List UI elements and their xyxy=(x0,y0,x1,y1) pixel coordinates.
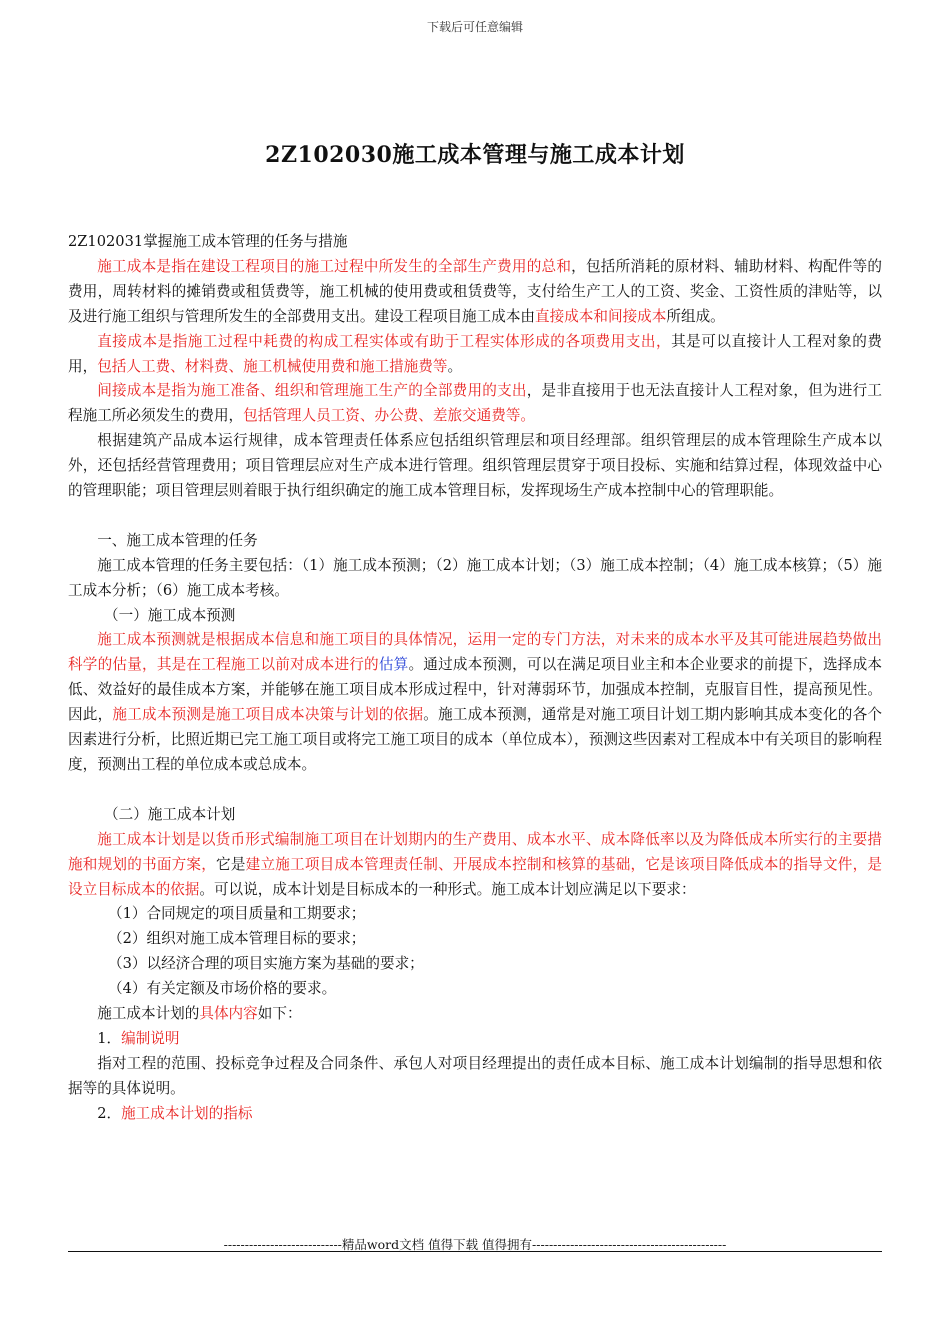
body-text: 所组成。 xyxy=(666,307,725,325)
highlight-text: 包括管理人员工资、办公费、差旅交通费等。 xyxy=(243,407,536,425)
spacer xyxy=(68,504,882,529)
header-note: 下载后可任意编辑 xyxy=(426,20,523,34)
body-text: ，包括所消耗的原材料、辅助材料、构配件等的费用，周转材料的摊销费或租赁费等，施工机械的使用费或租赁费等，支付给生产工人的工资、奖金、工资性质的津贴等，以及进行施工组织与管理所发生的全部费用支出。建设工程项目施工成本由 xyxy=(68,257,882,325)
paragraph-tasks: 施工成本管理的任务主要包括：（1）施工成本预测；（2）施工成本计划；（3）施工成本控制；（4）施工成本核算；（5）施工成本分析；（6）施工成本考核。 xyxy=(68,556,882,599)
page-title: 2Z102030施工成本管理与施工成本计划 xyxy=(265,142,685,168)
highlight-text: 编制说明 xyxy=(121,1029,180,1047)
paragraph-content-intro xyxy=(68,1002,882,1027)
highlight-text: 具体内容 xyxy=(199,1005,258,1023)
body-text: 。施工成本预测，通常是对施工项目计划工期内影响其成本变化的各个因素进行分析，比照近期已完工施工项目或将完工施工项目的成本（单位成本），预测这些因素对工程成本中有关项目的影响程度，预测出工程的单位成本或总成本。 xyxy=(68,706,882,774)
highlight-text: 直接成本和间接成本 xyxy=(535,307,667,325)
paragraph-construction-cost xyxy=(68,255,882,330)
requirement-item: （4）有关定额及市场价格的要求。 xyxy=(108,980,337,998)
footer-text: ----------------------------精品word文档 值得下载 值得拥有---------------------------------------------- xyxy=(223,1237,727,1252)
requirement-item: （3）以经济合理的项目实施方案为基础的要求； xyxy=(108,955,424,973)
paragraph-cost-plan xyxy=(68,828,882,903)
numbered-heading xyxy=(68,1027,882,1052)
body-text: 。 xyxy=(447,357,463,375)
paragraph-cost-forecast xyxy=(68,628,882,777)
highlight-text: 施工成本预测是施工项目成本决策与计划的依据 xyxy=(112,706,424,724)
blue-text: 估算 xyxy=(378,656,409,674)
document-body xyxy=(68,230,882,1127)
item-number: 1． xyxy=(97,1029,122,1047)
footer-divider xyxy=(68,1251,882,1252)
subsection-heading: （二）施工成本计划 xyxy=(104,805,236,823)
body-text: 。可以说，成本计划是目标成本的一种形式。施工成本计划应满足以下要求： xyxy=(199,880,696,898)
paragraph-direct-cost xyxy=(68,330,882,380)
paragraph-indirect-cost xyxy=(68,379,882,429)
highlight-text: 施工成本是指在建设工程项目的施工过程中所发生的全部生产费用的总和 xyxy=(97,257,572,275)
highlight-text: 施工成本预测就是根据成本信息和施工项目的具体情况，运用一定的专门方法，对未来的成本水平及其可能进展趋势做出科学的估量，其是在工程施工以前对成本进行的 xyxy=(68,631,882,674)
highlight-text: 施工成本计划是以货币形式编制施工项目在计划期内的生产费用、成本水平、成本降低率以及为降低成本所实行的主要措施和规划的书面方案， xyxy=(68,830,882,873)
body-text: 。通过成本预测，可以在满足项目业主和本企业要求的前提下，选择成本低、效益好的最佳成本方案，并能够在施工项目成本形成过程中，针对薄弱环节，加强成本控制，克服盲目性，提高预见性。因此， xyxy=(68,656,882,724)
highlight-text: 建立施工项目成本管理责任制、开展成本控制和核算的基础，它是该项目降低成本的指导文件，是设立目标成本的依据 xyxy=(68,855,882,898)
item-number: 2． xyxy=(97,1104,122,1122)
body-text: ，是非直接用于也无法直接计人工程对象，但为进行工程施工所必须发生的费用， xyxy=(68,382,882,425)
highlight-text: 直接成本是指施工过程中耗费的构成工程实体或有助于工程实体形成的各项费用支出， xyxy=(97,332,672,350)
highlight-text: 施工成本计划的指标 xyxy=(121,1104,253,1122)
highlight-text: 间接成本是指为施工准备、组织和管理施工生产的全部费用的支出 xyxy=(97,382,527,400)
paragraph-management-system: 根据建筑产品成本运行规律，成本管理责任体系应包括组织管理层和项目经理部。组织管理层的成本管理除生产成本以外，还包括经营管理费用；项目管理层应对生产成本进行管理。组织管理层贯穿于项目投标、实施和结算过程，体现效益中心的管理职能；项目管理层则着眼于执行组织确定的施工成本管理目标，发挥现场生产成本控制中心的管理职能。 xyxy=(68,432,882,500)
numbered-heading xyxy=(68,1102,882,1127)
requirement-item: （1）合同规定的项目质量和工期要求； xyxy=(108,905,366,923)
paragraph-explanation: 指对工程的范围、投标竞争过程及合同条件、承包人对项目经理提出的责任成本目标、施工成本计划编制的指导思想和依据等的具体说明。 xyxy=(68,1054,882,1097)
body-text: 其是可以直接计人工程对象的费用， xyxy=(68,332,882,375)
spacer xyxy=(68,778,882,803)
body-text: 如下： xyxy=(257,1005,302,1023)
body-text: 施工成本计划的 xyxy=(97,1005,200,1023)
section-heading: 一、施工成本管理的任务 xyxy=(97,531,258,549)
subsection-heading: （一）施工成本预测 xyxy=(104,606,236,624)
requirement-item: （2）组织对施工成本管理目标的要求； xyxy=(108,930,366,948)
section-heading: 2Z102031掌握施工成本管理的任务与措施 xyxy=(68,233,348,250)
body-text: 它是 xyxy=(216,855,246,873)
highlight-text: 包括人工费、材料费、施工机械使用费和施工措施费等 xyxy=(97,357,448,375)
